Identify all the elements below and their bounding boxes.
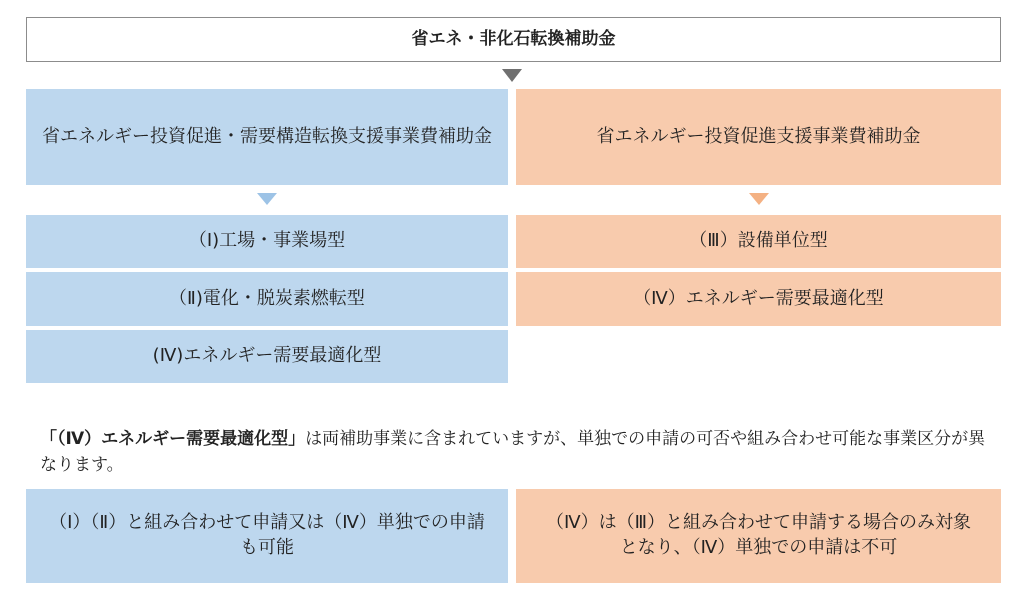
left-type-3: (Ⅳ)エネルギー需要最適化型 [26, 330, 508, 383]
note-emphasis: 「（Ⅳ）エネルギー需要最適化型」 [40, 429, 306, 449]
left-type-2: （Ⅱ)電化・脱炭素燃転型 [26, 272, 508, 326]
right-condition-box: （Ⅳ）は（Ⅲ）と組み合わせて申請する場合のみ対象となり、（Ⅳ）単独での申請は不可 [516, 489, 1001, 583]
right-type-1: （Ⅲ）設備単位型 [516, 215, 1001, 268]
right-type-2: （Ⅳ）エネルギー需要最適化型 [516, 272, 1001, 326]
arrow-down-icon [749, 193, 769, 205]
arrow-down-icon [257, 193, 277, 205]
arrow-down-icon [502, 69, 522, 82]
left-condition-box: （Ⅰ）（Ⅱ）と組み合わせて申請又は（Ⅳ）単独での申請も可能 [26, 489, 508, 583]
subsidy-title: 省エネ・非化石転換補助金 [26, 17, 1001, 62]
explanation-note [40, 427, 1000, 478]
right-program-box: 省エネルギー投資促進支援事業費補助金 [516, 89, 1001, 185]
left-program-box: 省エネルギー投資促進・需要構造転換支援事業費補助金 [26, 89, 508, 185]
note-text: は両補助事業に含まれていますが、単独での申請の可否や組み合わせ可能な事業区分が異なります。 [40, 429, 986, 475]
left-type-1: （Ⅰ)工場・事業場型 [26, 215, 508, 268]
